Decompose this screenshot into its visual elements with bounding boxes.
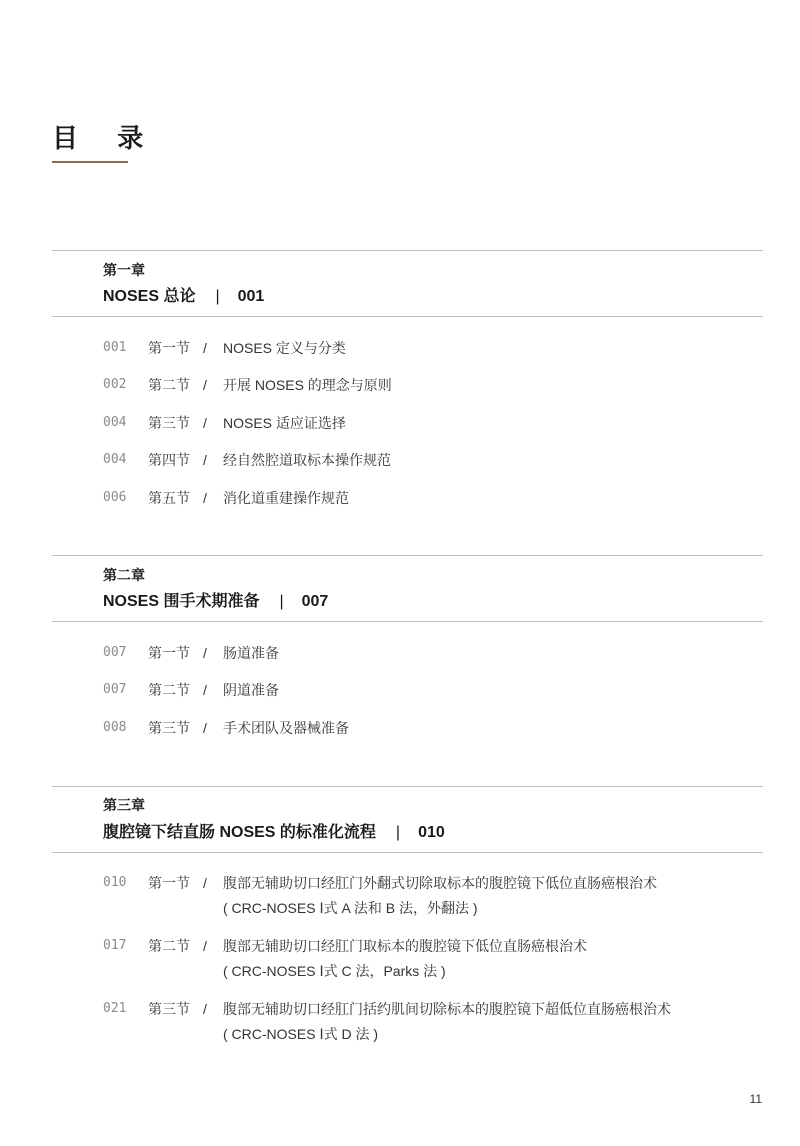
toc-page-number: 006 xyxy=(103,490,127,505)
toc-page-number: 007 xyxy=(103,645,127,660)
chapter-1-label: 第一章 xyxy=(103,262,145,278)
title-underline xyxy=(52,161,128,163)
chapter-2-separator: | xyxy=(279,593,284,610)
page-title: 目 录 xyxy=(52,123,160,153)
toc-section-label: 第一节 xyxy=(148,340,190,356)
toc-section-title: NOSES 适应证选择 xyxy=(223,415,346,431)
toc-section-title: NOSES 定义与分类 xyxy=(223,340,346,356)
toc-slash: / xyxy=(203,875,207,891)
toc-slash: / xyxy=(203,1001,207,1017)
chapter-1-bottom-rule xyxy=(52,316,763,317)
toc-section-label: 第二节 xyxy=(148,938,190,954)
toc-section-title: 消化道重建操作规范 xyxy=(223,490,349,506)
chapter-3-heading[interactable] xyxy=(103,822,445,844)
toc-page-number: 010 xyxy=(103,875,127,890)
toc-section-title: 腹部无辅助切口经肛门外翻式切除取标本的腹腔镜下低位直肠癌根治术 xyxy=(223,875,657,891)
toc-page-number: 004 xyxy=(103,452,127,467)
chapter-3-label: 第三章 xyxy=(103,797,145,813)
toc-page-number: 002 xyxy=(103,377,127,392)
chapter-3-title: 腹腔镜下结直肠 NOSES 的标准化流程 xyxy=(103,824,376,841)
toc-section-title: 腹部无辅助切口经肛门括约肌间切除标本的腹腔镜下超低位直肠癌根治术 xyxy=(223,1001,671,1017)
toc-section-label: 第五节 xyxy=(148,490,190,506)
toc-section-title: 开展 NOSES 的理念与原则 xyxy=(223,377,392,393)
toc-section-title: 肠道准备 xyxy=(223,645,279,661)
chapter-2-top-rule xyxy=(52,555,763,556)
toc-section-label: 第三节 xyxy=(148,1001,190,1017)
toc-section-label: 第四节 xyxy=(148,452,190,468)
toc-section-subtitle: ( CRC-NOSES Ⅰ式 D 法 ) xyxy=(223,1026,379,1042)
toc-slash: / xyxy=(203,720,207,736)
chapter-2-heading[interactable] xyxy=(103,591,328,613)
chapter-1-title: NOSES 总论 xyxy=(103,288,196,305)
chapter-3-page: 010 xyxy=(418,824,445,841)
toc-slash: / xyxy=(203,377,207,393)
toc-section-title: 阴道准备 xyxy=(223,682,279,698)
toc-section-label: 第二节 xyxy=(148,682,190,698)
toc-section-label: 第一节 xyxy=(148,645,190,661)
toc-page-number: 001 xyxy=(103,340,127,355)
chapter-1-heading[interactable] xyxy=(103,286,264,308)
chapter-2-title: NOSES 围手术期准备 xyxy=(103,593,260,610)
toc-page-number: 007 xyxy=(103,682,127,697)
chapter-3-top-rule xyxy=(52,786,763,787)
toc-section-label: 第二节 xyxy=(148,377,190,393)
chapter-3-separator: | xyxy=(395,824,401,841)
chapter-1-page: 001 xyxy=(237,288,265,305)
toc-section-title: 腹部无辅助切口经肛门取标本的腹腔镜下低位直肠癌根治术 xyxy=(223,938,587,954)
chapter-3-bottom-rule xyxy=(52,852,763,853)
toc-section-label: 第三节 xyxy=(148,720,190,736)
toc-section-subtitle: ( CRC-NOSES Ⅰ式 A 法和 B 法，外翻法 ) xyxy=(223,900,478,916)
toc-page-number: 017 xyxy=(103,938,127,953)
toc-section-title: 经自然腔道取标本操作规范 xyxy=(223,452,391,468)
toc-slash: / xyxy=(203,490,207,506)
chapter-1-separator: | xyxy=(215,288,220,305)
toc-section-subtitle: ( CRC-NOSES Ⅰ式 C 法，Parks 法 ) xyxy=(223,963,446,979)
chapter-1-top-rule xyxy=(52,250,763,251)
title-block xyxy=(52,120,159,163)
toc-section-label: 第一节 xyxy=(148,875,190,891)
chapter-2-page: 007 xyxy=(301,593,329,610)
toc-slash: / xyxy=(203,452,207,468)
toc-slash: / xyxy=(203,938,207,954)
toc-page-number: 021 xyxy=(103,1001,127,1016)
toc-slash: / xyxy=(203,340,207,356)
page-number: 11 xyxy=(749,1092,762,1106)
toc-page-number: 008 xyxy=(103,720,127,735)
toc-slash: / xyxy=(203,645,207,661)
chapter-2-bottom-rule xyxy=(52,621,763,622)
chapter-2-label: 第二章 xyxy=(103,567,145,583)
toc-section-label: 第三节 xyxy=(148,415,190,431)
toc-page-number: 004 xyxy=(103,415,127,430)
toc-slash: / xyxy=(203,682,207,698)
toc-section-title: 手术团队及器械准备 xyxy=(223,720,349,736)
toc-slash: / xyxy=(203,415,207,431)
